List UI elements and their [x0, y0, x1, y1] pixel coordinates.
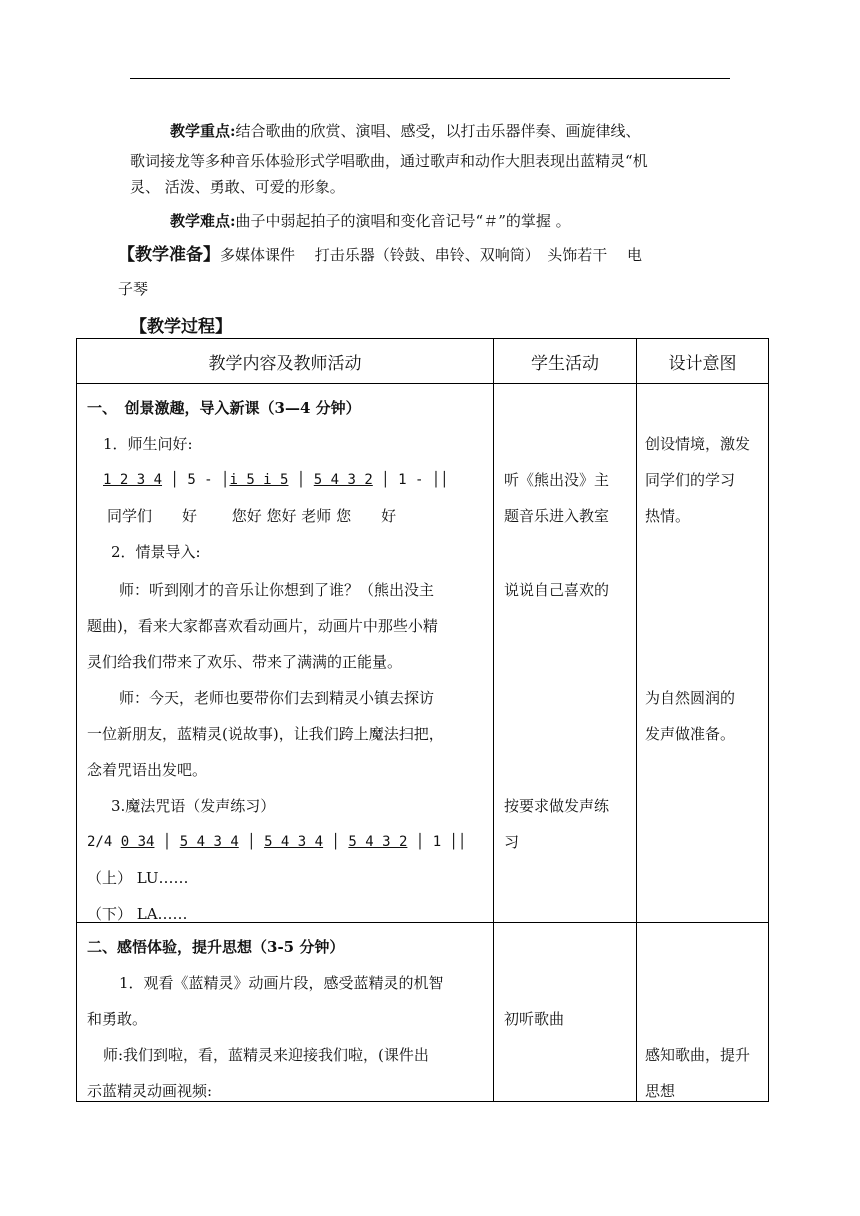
- s1-student3-l1: 按要求做发声练: [504, 797, 610, 815]
- prep-para: 【教学准备】多媒体课件 打击乐器（铃鼓、串铃、双响筒） 头饰若干 电: [118, 245, 643, 265]
- s2-intent1-l2: 思想: [645, 1082, 676, 1100]
- key-points-para: 教学重点:结合歌曲的欣赏、演唱、感受，以打击乐器伴奏、画旋律线、: [170, 122, 641, 140]
- s2-item1-l2: 和勇敢。: [87, 1010, 148, 1028]
- s1-intent1-l1: 创设情境，激发: [645, 435, 751, 453]
- header-intent: 设计意图: [637, 339, 769, 384]
- s1-p2-l1: 师：今天，老师也要带你们去到精灵小镇去探访: [119, 689, 435, 707]
- s1-item3: 3.魔法咒语（发声练习）: [111, 797, 276, 815]
- section2-row: [77, 923, 769, 1102]
- s1-up: （上） LU……: [87, 869, 189, 887]
- prep-line2: 子琴: [118, 280, 149, 298]
- table-header-row: [77, 339, 769, 384]
- section1-row: [77, 384, 769, 923]
- header-rule: [130, 78, 730, 79]
- notation-line2: 2/4 0 34 │ 5 4 3 4 │ 5 4 3 4 │ 5 4 3 2 │ 1 ││: [87, 834, 467, 850]
- section2-title: 二、感悟体验，提升思想（3-5 分钟）: [87, 938, 345, 956]
- process-heading: 【教学过程】: [130, 317, 232, 337]
- s1-p2-l2: 一位新朋友，蓝精灵(说故事)，让我们跨上魔法扫把，: [87, 725, 444, 743]
- key-points-line2: 歌词接龙等多种音乐体验形式学唱歌曲，通过歌声和动作大胆表现出蓝精灵“机: [130, 152, 648, 170]
- prep-label: 【教学准备】: [118, 245, 220, 265]
- lyrics-line1: 同学们 好 您好 您好 老师 您 好: [107, 507, 397, 525]
- s1-intent2-l2: 发声做准备。: [645, 725, 736, 743]
- s1-intent1-l2: 同学们的学习: [645, 471, 736, 489]
- s1-item1: 1．师生问好:: [103, 435, 193, 453]
- header-content: 教学内容及教师活动: [77, 339, 494, 384]
- s1-intent2-l1: 为自然圆润的: [645, 689, 736, 707]
- key-points-line3: 灵、 活泼、勇敢、可爱的形象。: [130, 178, 345, 196]
- s1-down: （下） LA……: [87, 905, 188, 923]
- s1-item2: 2．情景导入:: [111, 543, 201, 561]
- difficulty-para: 教学难点:曲子中弱起拍子的演唱和变化音记号“＃”的掌握 。: [170, 212, 571, 230]
- s2-intent1-l1: 感知歌曲，提升: [645, 1046, 751, 1064]
- s1-student3-l2: 习: [504, 833, 520, 851]
- s1-student1-l2: 题音乐进入教室: [504, 507, 610, 525]
- s1-p1-l2: 题曲)，看来大家都喜欢看动画片，动画片中那些小精: [87, 617, 438, 635]
- s2-student1: 初听歌曲: [504, 1010, 565, 1028]
- section1-title: 一、 创景激趣，导入新课（3—4 分钟）: [87, 399, 361, 417]
- s1-intent1-l3: 热情。: [645, 507, 691, 525]
- s1-p2-l3: 念着咒语出发吧。: [87, 761, 208, 779]
- notation-line1: 1 2 3 4 │ 5 - │i 5 i 5 │ 5 4 3 2 │ 1 - ││: [103, 472, 449, 488]
- lesson-table: [76, 338, 769, 1102]
- s2-p1-l2: 示蓝精灵动画视频:: [87, 1082, 213, 1100]
- s2-p1-l1: 师:我们到啦，看，蓝精灵来迎接我们啦，(课件出: [103, 1046, 429, 1064]
- s1-p1-l1: 师：听到刚才的音乐让你想到了谁？（熊出没主: [119, 581, 435, 599]
- s1-student2: 说说自己喜欢的: [504, 581, 610, 599]
- header-student: 学生活动: [494, 339, 637, 384]
- s2-item1-l1: 1．观看《蓝精灵》动画片段，感受蓝精灵的机智: [119, 974, 444, 992]
- s1-student1-l1: 听《熊出没》主: [504, 471, 610, 489]
- key-points-label: 教学重点:: [170, 122, 236, 140]
- difficulty-label: 教学难点:: [170, 212, 236, 230]
- s1-p1-l3: 灵们给我们带来了欢乐、带来了满满的正能量。: [87, 653, 403, 671]
